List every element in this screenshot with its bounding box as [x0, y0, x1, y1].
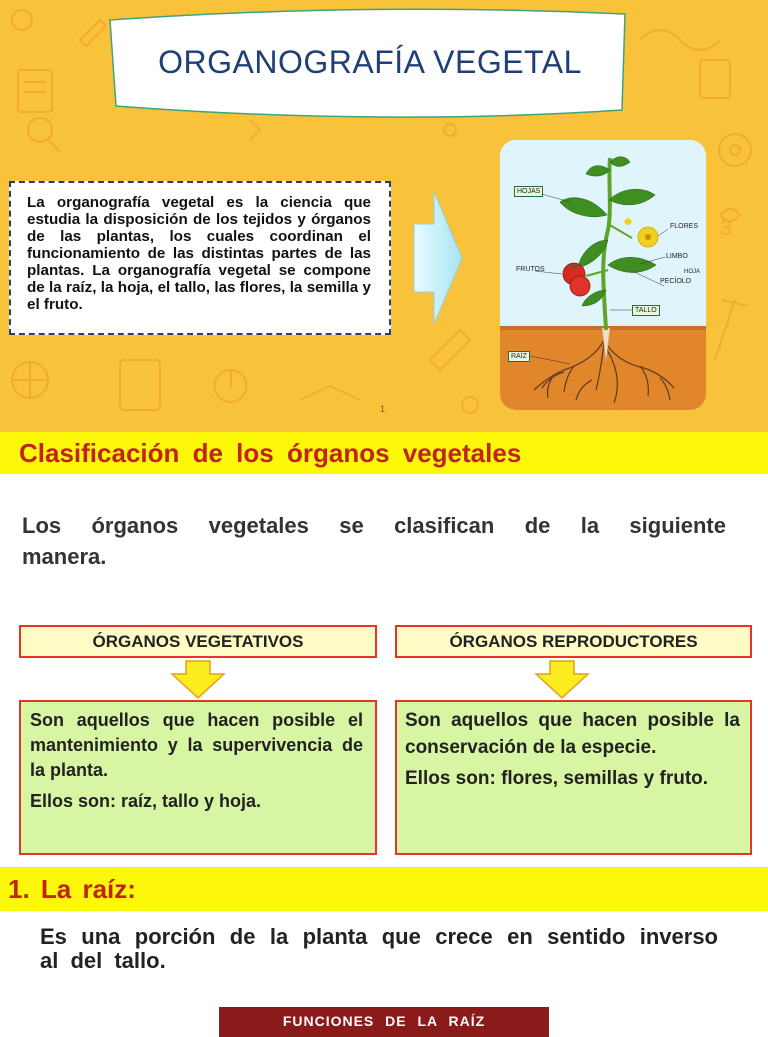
- vegetative-members-text: Ellos son: raíz, tallo y hoja.: [30, 791, 262, 811]
- label-peciolo: PECÍOLO: [660, 278, 692, 285]
- root-definition-paragraph: Es una porción de la planta que crece en sentido inverso al del tallo.: [40, 924, 718, 973]
- svg-text:3: 3: [720, 215, 733, 240]
- root-heading-bar: [0, 867, 768, 911]
- reproductive-members-text: Ellos son: flores, semillas y fruto.: [405, 768, 709, 789]
- classification-paragraph: Los órganos vegetales se clasifican de la siguiente manera.: [22, 513, 726, 569]
- reproductive-description-text: Son aquellos que hacen posible la conservación de la especie.: [405, 710, 740, 758]
- plant-diagram: [500, 140, 706, 410]
- vegetative-organs-description: [19, 700, 377, 855]
- slide-title: ORGANOGRAFÍA VEGETAL: [158, 44, 582, 80]
- reproductive-organs-title: ÓRGANOS REPRODUCTORES: [395, 625, 752, 658]
- arrow-down-icon: [534, 660, 590, 700]
- intro-text-box: La organografía vegetal es la ciencia que estudia la disposición de los tejidos y órganos de las plantas, los cuales coordinan el funcionamiento de las distintas partes de las plantas. La organografía vegetal se compone de la raíz, la hoja, el tallo, las flores, la semilla y el fruto.: [9, 181, 391, 335]
- arrow-right-icon: [412, 190, 464, 326]
- arrow-down-icon: [170, 660, 226, 700]
- slide-organografia: [0, 0, 768, 432]
- label-flores: FLORES: [670, 223, 699, 230]
- label-hoja: HOJA: [684, 269, 701, 275]
- page-number: 1: [380, 404, 386, 414]
- label-hojas: HOJAS: [514, 186, 543, 197]
- section-heading-bar: [0, 432, 768, 474]
- label-frutos: FRUTOS: [516, 266, 545, 273]
- vegetative-organs-title: ÓRGANOS VEGETATIVOS: [19, 625, 377, 658]
- label-raiz: RAÍZ: [508, 351, 530, 362]
- label-limbo: LIMBO: [666, 253, 688, 260]
- vegetative-description-text: Son aquellos que hacen posible el mantenimiento y la supervivencia de la planta.: [30, 710, 363, 780]
- root-functions-banner: FUNCIONES DE LA RAÍZ: [219, 1007, 549, 1037]
- section-heading: Clasificación de los órganos vegetales: [19, 438, 522, 468]
- reproductive-organs-description: [395, 700, 752, 855]
- root-heading: 1. La raíz:: [8, 874, 136, 904]
- label-tallo: TALLO: [632, 305, 660, 316]
